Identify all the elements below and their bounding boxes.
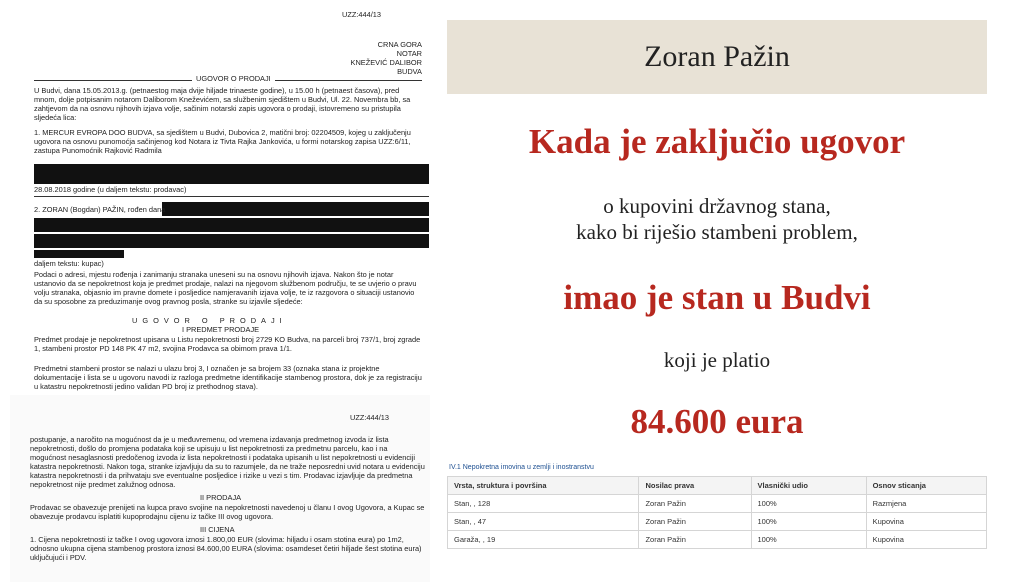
headline-contract: Kada je zaključio ugovor [528,122,906,161]
headline-apartment: imao je stan u Budvi [563,278,871,317]
section2-text: Prodavac se obavezuje prenijeti na kupca pravo svojine na nepokretnosti navedenoj u članu I ovog Ugovora, a Kupac se obavezuje prodavcu isplatiti kupoprodajnu cijenu iz tačke III ovog ugovora. [30,503,425,521]
table-cell: Stan, , 128 [448,495,639,513]
redaction-bar [34,250,124,258]
table-cell: Garaža, , 19 [448,531,639,549]
identity-note: Podaci o adresi, mjestu rođenja i zanimanju stranaka uneseni su na osnovu njihovih izjava. Nakon što je notar ustanovio da se nepokretnost koja je predmet prodaje, nalazi na njegovom službenom području, te se uvjerio o pravu volju stranaka, objasnio im pravne domete i posljedice namjeravanih izjava volje, te iz razgovora o situaciji ustanovio da su sposobne za preduzimanje ovog pravnog posla, stranke su izjavile sljedeće: [34,270,417,306]
redaction-bar [162,202,429,216]
table-cell: Zoran Pažin [639,531,751,549]
party2-paragraph: 2. ZORAN (Bogdan) PAŽIN, rođen dana [34,205,166,214]
asset-table-caption: IV.1 Nepokretna imovina u zemlji i inostranstvu [449,464,594,471]
section1-title: I PREDMET PRODAJE [182,325,260,334]
table-cell: Zoran Pažin [639,513,751,531]
asset-table [447,476,987,549]
table-cell: Stan, , 47 [448,513,639,531]
redaction-bar [34,234,429,248]
redaction-bar [34,164,429,184]
table-cell: Zoran Pažin [639,495,751,513]
subline-housing: kako bi riješio stambeni problem, [576,220,858,244]
divider [34,196,429,197]
table-row [448,531,987,549]
column-header: Nosilac prava [639,477,751,495]
column-header: Vlasnički udio [751,477,866,495]
party1-paragraph: 1. MERCUR EVROPA DOO BUDVA, sa sjedištem u Budvi, Dubovica 2, matični broj: 02204509, kojeg u zaključenju ugovora na osnovu punomoćja sačinjenog kod Notara iz Tivta Rajka Jankovića, u formi notarskog zapisa UZZ:6/11, zastupa Punomoćnik Rajković Radmila [34,128,411,155]
section1-text: Predmet prodaje je nepokretnost upisana u Listu nepokretnosti broj 2729 KO Budva, na parceli broj 737/1, broj zgrade 1, stambeni prostor PD 148 PK 47 m2, svojina Prodavca sa obimom prava 1/1. [34,335,421,353]
page-reference: UZZ:444/13 [342,10,382,19]
section3-text: 1. Cijena nepokretnosti iz tačke I ovog ugovora iznosi 1.800,00 EUR (slovima: hiljadu i osam stotina eura) po 1m2, odnosno ukupna cijena stambenog prostora iznosi 84.600,00 EURA (slovima: osamdeset četiri hiljade šest stotina eura) uključujući i PDV. [30,535,422,562]
name-banner [447,20,987,94]
contract-title: UGOVOR O PRODAJI [192,74,275,83]
table-cell: Kupovina [866,531,986,549]
intro-paragraph: U Budvi, dana 15.05.2013.g. (petnaestog maja dvije hiljade trinaeste godine), u 15.00 h (petnaest časova), pred mnom, dolje potpisanim notarom Daliborom Kneževićem, sa službenim sjedištem u Budvi, Ul. 22. Novembra bb, sa zahtjevom da na osnovu njihovih izjava volje, sačinim notarski zapis ugovora o prodaji, istovremeno su pristupila sljedeća lica: [34,86,411,122]
table-row [448,513,987,531]
person-name: Zoran Pažin [644,40,790,73]
section1-text2: Predmetni stambeni prostor se nalazi u ulazu broj 3, I označen je sa brojem 33 (oznaka stana iz projektne dokumentacije i lista se u ugovoru navodi iz razloga predmetne identifikacije stambenog prostora, dok je za registraciju u katastru nepokretnosti jedino validan PD broj iz prethodnog stava). [34,364,422,391]
party2-end: daljem tekstu: kupac) [34,259,104,268]
table-cell: 100% [751,495,866,513]
column-header: Osnov sticanja [866,477,986,495]
section2-title: II PRODAJA [200,493,242,502]
table-cell: Razmjena [866,495,986,513]
table-cell: Kupovina [866,513,986,531]
page-reference: UZZ:444/13 [350,413,390,422]
party1-end: 28.08.2018 godine (u daljem tekstu: prodavac) [34,185,187,194]
table-row [448,495,987,513]
section3-title: III CIJENA [200,525,235,534]
table-header-row [448,477,987,495]
subline-purchase: o kupovini državnog stana, [603,194,831,218]
page2-paragraph: postupanje, a naročito na mogućnost da je u međuvremenu, od vremena izdavanja predmetnog izvoda iz lista nepokretnosti, došlo do promjena podataka koji se upisuju u list nepokretnosti za predmetnu parcelu, kao i na mogućnost nesaglasnosti predočenog izvoda iz lista nepokretnosti i podataka upisanih u list nepokretnosti u evidenciji katastra nepokretnosti. Nakon toga, stranke izjavljuju da su to razumjele, da ne traže neposredni uvid notara u evidenciju katastra nepokretnosti i da prihvataju sve eventualne posljedice i rizike u vezi s tim. Prodavac izjavljuje da predmetna nepokretnost nije predmet zalužnog odnosa. [30,435,425,489]
subline-paid: koji je platio [663,348,771,372]
amount-paid: 84.600 eura [630,402,804,441]
section-header: UGOVOR O PRODAJI [132,316,287,325]
table-cell: 100% [751,531,866,549]
column-header: Vrsta, struktura i površina [448,477,639,495]
table-cell: 100% [751,513,866,531]
notary-document-page2 [10,395,430,582]
notary-header: CRNA GORA NOTAR KNEŽEVIĆ DALIBOR BUDVA [350,40,422,76]
redaction-bar [34,218,429,232]
